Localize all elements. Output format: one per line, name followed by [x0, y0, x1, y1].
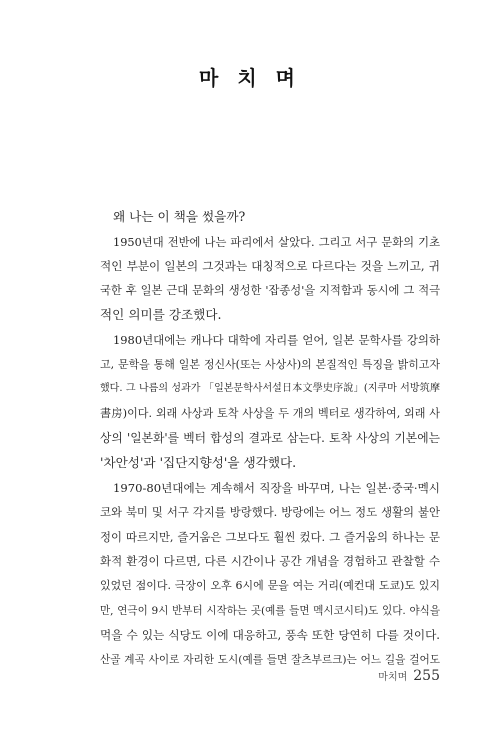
text-line: 1980년대에는 캐나다 대학에 자리를 얻어, 일본 문학사를 강의하 [113, 332, 440, 347]
page-footer [378, 668, 440, 684]
chapter-title: 마 치 며 [199, 66, 301, 90]
text-line: 있었던 점이다. 극장이 오후 6시에 문을 여는 거리(예컨대 도쿄)도 있지 [100, 578, 440, 592]
text-line: 상의 '일본화'를 벡터 합성의 결과로 삼는다. 토착 사상의 기본에는 [100, 431, 440, 446]
text-line: 코와 북미 및 서구 각지를 방랑했다. 방랑에는 어느 정도 생활의 불안 [100, 505, 440, 520]
text-line: 국한 후 일본 근대 문화의 생성한 '잡종성'을 지적함과 동시에 그 적극 [100, 283, 440, 297]
text-line: '차안성'과 '집단지향성'을 생각했다. [100, 454, 297, 470]
text-line: 1970-80년대에는 계속해서 직장을 바꾸며, 나는 일본·중국·멕시 [113, 480, 440, 495]
text-line: 화적 환경이 다르면, 다른 시간이나 공간 개념을 경험하고 관찰할 수 [100, 554, 440, 569]
text-line: 왜 나는 이 책을 썼을까? [113, 209, 246, 224]
page-number: 255 [413, 668, 440, 684]
text-line: 정이 따르지만, 즐거움은 그보다도 훨씬 컸다. 그 즐거움의 하나는 문 [100, 529, 440, 544]
text-line: 1950년대 전반에 나는 파리에서 살았다. 그리고 서구 문화의 기초 [113, 234, 440, 249]
text-line: 고, 문학을 통해 일본 정신사(또는 사상사)의 본질적인 특징을 밝히고자 [100, 357, 440, 371]
text-line: 산골 계곡 사이로 자리한 도시(예를 들면 잘츠부르크)는 어느 길을 걸어도 [100, 652, 440, 666]
running-head: 마치며 [378, 672, 408, 683]
body-text [100, 205, 440, 672]
text-line: 書房)이다. 외래 사상과 토착 사상을 두 개의 벡터로 생각하여, 외래 사 [100, 406, 440, 420]
text-line: 했다. 그 나름의 성과가 「일본문학사서설日本文學史序說」(지쿠마 서방筑摩 [100, 383, 440, 395]
text-line: 만, 연극이 9시 반부터 시작하는 곳(예를 들면 멕시코시티)도 있다. 야식을 [100, 604, 440, 617]
text-line: 적인 의미를 강조했다. [100, 307, 222, 323]
text-line: 적인 부분이 일본의 그것과는 대칭적으로 다르다는 것을 느끼고, 귀 [100, 259, 440, 274]
text-line: 먹을 수 있는 식당도 이에 대응하고, 풍속 또한 당연히 다를 것이다. [100, 628, 440, 643]
